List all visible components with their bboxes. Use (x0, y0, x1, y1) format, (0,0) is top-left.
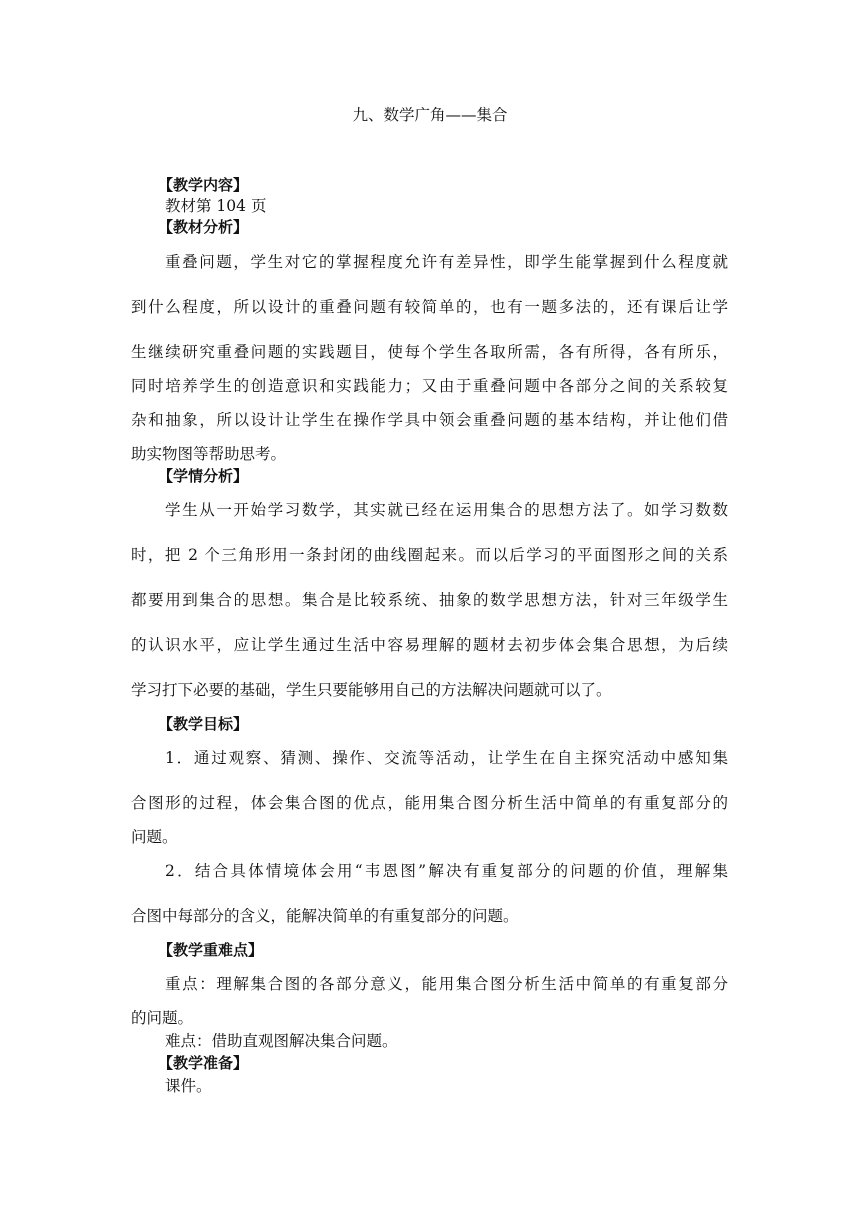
goals-line-1: 1．通过观察、猜测、操作、交流等活动，让学生在自主探究活动中感知集 (165, 749, 728, 767)
section-heading-prep: 【教学准备】 (158, 1054, 249, 1072)
students-line-3: 都要用到集合的思想。集合是比较系统、抽象的数学思想方法，针对三年级学生 (131, 591, 728, 609)
section-heading-keypoints: 【教学重难点】 (158, 941, 264, 959)
material-line-4: 同时培养学生的创造意识和实践能力；又由于重叠问题中各部分之间的关系较复 (131, 377, 728, 395)
students-line-4: 的认识水平，应让学生通过生活中容易理解的题材去初步体会集合思想，为后续 (131, 636, 728, 654)
section-heading-content: 【教学内容】 (158, 176, 249, 194)
students-line-5: 学习打下必要的基础，学生只要能够用自己的方法解决问题就可以了。 (131, 681, 612, 699)
keypoints-line-3: 难点：借助直观图解决集合问题。 (165, 1032, 398, 1050)
goals-line-3: 问题。 (131, 828, 178, 846)
material-line-3: 生继续研究重叠问题的实践题目，使每个学生各取所需，各有所得，各有所乐， (131, 343, 728, 361)
material-line-5: 杂和抽象，所以设计让学生在操作学具中领会重叠问题的基本结构，并让他们借 (131, 411, 728, 429)
goals-line-2: 合图形的过程，体会集合图的优点，能用集合图分析生活中简单的有重复部分的 (131, 794, 728, 812)
section-heading-goals: 【教学目标】 (158, 715, 249, 733)
material-line-2: 到什么程度，所以设计的重叠问题有较简单的，也有一题多法的，还有课后让学 (131, 298, 728, 316)
material-line-1: 重叠问题，学生对它的掌握程度允许有差异性，即学生能掌握到什么程度就 (165, 253, 728, 271)
content-text: 教材第 104 页 (165, 197, 267, 215)
section-heading-material: 【教材分析】 (158, 218, 249, 236)
goals-line-4: 2．结合具体情境体会用“韦恩图”解决有重复部分的问题的价值，理解集 (165, 862, 728, 880)
prep-text: 课件。 (165, 1077, 212, 1095)
students-line-1: 学生从一开始学习数学，其实就已经在运用集合的思想方法了。如学习数数 (165, 501, 728, 519)
page-title: 九、数学广角——集合 (352, 106, 508, 124)
students-line-2: 时，把 2 个三角形用一条封闭的曲线圈起来。而以后学习的平面图形之间的关系 (131, 546, 728, 564)
goals-line-5: 合图中每部分的含义，能解决简单的有重复部分的问题。 (131, 907, 519, 925)
material-line-6: 助实物图等帮助思考。 (131, 445, 287, 463)
keypoints-line-2: 的问题。 (131, 1009, 194, 1027)
section-heading-students: 【学情分析】 (158, 467, 249, 485)
keypoints-line-1: 重点：理解集合图的各部分意义，能用集合图分析生活中简单的有重复部分 (165, 975, 728, 993)
